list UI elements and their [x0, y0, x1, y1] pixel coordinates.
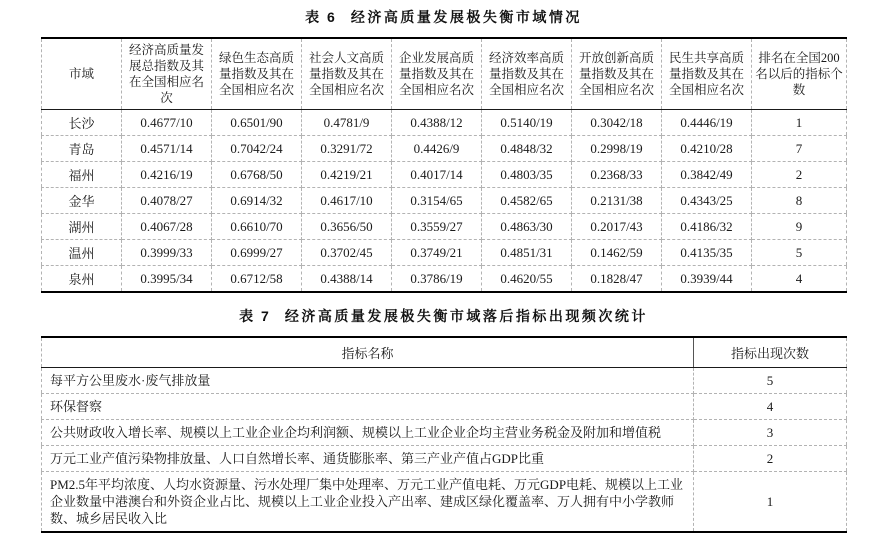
table-row: [42, 368, 847, 394]
value-cell: 0.7042/24: [212, 136, 302, 162]
frequency-cell: 2: [694, 446, 847, 472]
value-cell: 0.4067/28: [122, 214, 212, 240]
value-cell: 0.4186/32: [662, 214, 752, 240]
value-cell: 0.1462/59: [572, 240, 662, 266]
value-cell: 0.3939/44: [662, 266, 752, 293]
column-header-innovation-index: 开放创新高质量指数及其在全国相应名次: [572, 38, 662, 110]
value-cell: 0.6768/50: [212, 162, 302, 188]
count-cell: 1: [752, 110, 847, 136]
value-cell: 0.4210/28: [662, 136, 752, 162]
value-cell: 0.4426/9: [392, 136, 482, 162]
city-cell: 泉州: [42, 266, 122, 293]
column-header-livelihood-index: 民生共享高质量指数及其在全国相应名次: [662, 38, 752, 110]
count-cell: 7: [752, 136, 847, 162]
value-cell: 0.4388/14: [302, 266, 392, 293]
table-row: [42, 472, 847, 533]
indicator-cell: 万元工业产值污染物排放量、人口自然增长率、通货膨胀率、第三产业产值占GDP比重: [42, 446, 694, 472]
indicator-cell: 环保督察: [42, 394, 694, 420]
value-cell: 0.4571/14: [122, 136, 212, 162]
frequency-cell: 3: [694, 420, 847, 446]
value-cell: 0.4803/35: [482, 162, 572, 188]
value-cell: 0.4343/25: [662, 188, 752, 214]
frequency-cell: 5: [694, 368, 847, 394]
column-header-overall-index: 经济高质量发展总指数及其在全国相应名次: [122, 38, 212, 110]
table-row: [42, 162, 847, 188]
count-cell: 8: [752, 188, 847, 214]
table6-title-text: 经济高质量发展极失衡市域情况: [350, 9, 582, 25]
value-cell: 0.6999/27: [212, 240, 302, 266]
value-cell: 0.4388/12: [392, 110, 482, 136]
city-cell: 福州: [42, 162, 122, 188]
value-cell: 0.4216/19: [122, 162, 212, 188]
value-cell: 0.4863/30: [482, 214, 572, 240]
table-row: [42, 136, 847, 162]
value-cell: 0.3291/72: [302, 136, 392, 162]
table6-title: [41, 7, 846, 27]
table7-header-row: [42, 337, 847, 368]
frequency-cell: 4: [694, 394, 847, 420]
indicator-cell: 每平方公里废水·废气排放量: [42, 368, 694, 394]
column-header-green-index: 绿色生态高质量指数及其在全国相应名次: [212, 38, 302, 110]
city-cell: 湖州: [42, 214, 122, 240]
table-row: [42, 214, 847, 240]
count-cell: 4: [795, 270, 803, 286]
table-row: [42, 188, 847, 214]
value-cell: 0.3786/19: [392, 266, 482, 293]
column-header-enterprise-index: 企业发展高质量指数及其在全国相应名次: [392, 38, 482, 110]
value-cell: 0.4848/32: [482, 136, 572, 162]
value-cell: 0.2131/38: [572, 188, 662, 214]
count-cell: 2: [752, 162, 847, 188]
city-cell: 青岛: [42, 136, 122, 162]
value-cell: 0.4617/10: [302, 188, 392, 214]
city-cell: 温州: [42, 240, 122, 266]
value-cell: 0.4677/10: [122, 110, 212, 136]
city-cell: 长沙: [42, 110, 122, 136]
table6-header-row: [42, 38, 847, 110]
column-header-lagging-count: 排名在全国200名以后的指标个数: [752, 38, 847, 110]
value-cell: 0.4620/55: [482, 266, 572, 293]
table-row: [42, 266, 847, 293]
table-row: [42, 420, 847, 446]
value-cell: 0.3154/65: [392, 188, 482, 214]
value-cell: 0.6610/70: [212, 214, 302, 240]
value-cell: 0.4078/27: [122, 188, 212, 214]
value-cell: 0.6914/32: [212, 188, 302, 214]
value-cell: 0.3042/18: [572, 110, 662, 136]
value-cell: 0.6712/58: [212, 266, 302, 293]
table6: [41, 37, 847, 293]
value-cell: 0.3656/50: [302, 214, 392, 240]
count-cell: 5: [752, 240, 847, 266]
table-row: [42, 446, 847, 472]
count-cell: 9: [752, 214, 847, 240]
column-header-indicator-name: 指标名称: [42, 337, 694, 368]
value-cell: 0.4135/35: [662, 240, 752, 266]
value-cell: 0.3749/21: [392, 240, 482, 266]
table-row: [42, 110, 847, 136]
column-header-social-index: 社会人文高质量指数及其在全国相应名次: [302, 38, 392, 110]
table-row: [42, 240, 847, 266]
indicator-cell: PM2.5年平均浓度、人均水资源量、污水处理厂集中处理率、万元工业产值电耗、万元GDP电耗、规模以上工业企业数量中港澳台和外资企业占比、规模以上工业企业投入产出率、建成区绿化覆盖率、万人拥有中小学教师数、城乡居民收入比: [42, 472, 694, 533]
value-cell: 0.4446/19: [662, 110, 752, 136]
table7-title: [41, 306, 846, 326]
frequency-cell: 1: [766, 494, 774, 509]
value-cell: 0.4582/65: [482, 188, 572, 214]
table6-title-label: 表 6: [305, 9, 337, 25]
value-cell: 0.3842/49: [662, 162, 752, 188]
table7-title-text: 经济高质量发展极失衡市域落后指标出现频次统计: [284, 308, 648, 324]
value-cell: 0.4219/21: [302, 162, 392, 188]
table7: [41, 336, 847, 533]
value-cell: 0.3559/27: [392, 214, 482, 240]
column-header-city: 市域: [42, 38, 122, 110]
value-cell: 0.2017/43: [572, 214, 662, 240]
value-cell: 0.3999/33: [122, 240, 212, 266]
value-cell: 0.1828/47: [572, 266, 662, 293]
value-cell: 0.4851/31: [482, 240, 572, 266]
table7-title-label: 表 7: [239, 308, 271, 324]
value-cell: 0.6501/90: [212, 110, 302, 136]
value-cell: 0.4017/14: [392, 162, 482, 188]
column-header-frequency: 指标出现次数: [694, 337, 847, 368]
value-cell: 0.3995/34: [122, 266, 212, 293]
value-cell: 0.2998/19: [572, 136, 662, 162]
column-header-efficiency-index: 经济效率高质量指数及其在全国相应名次: [482, 38, 572, 110]
value-cell: 0.4781/9: [302, 110, 392, 136]
city-cell: 金华: [42, 188, 122, 214]
value-cell: 0.3702/45: [302, 240, 392, 266]
value-cell: 0.5140/19: [482, 110, 572, 136]
table-row: [42, 394, 847, 420]
value-cell: 0.2368/33: [572, 162, 662, 188]
indicator-cell: 公共财政收入增长率、规模以上工业企业企均利润额、规模以上工业企业企均主营业务税金及附加和增值税: [42, 420, 694, 446]
